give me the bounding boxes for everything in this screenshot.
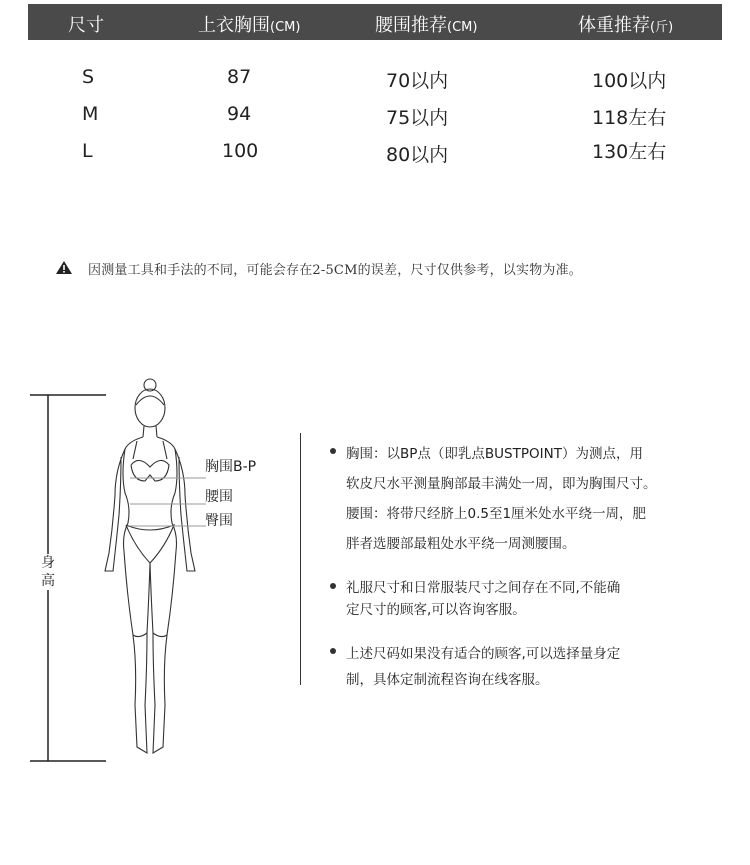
row-weight: 130左右 [592,141,667,163]
header-waist: 腰围推荐(CM) [375,15,478,36]
instruction-line: 腰围：将带尺经脐上0.5至1厘米处水平绕一周，肥 [346,506,647,522]
divider [300,433,301,685]
row-weight: 118左右 [592,107,667,129]
body-figure-illustration [95,375,215,765]
hip-label: 臀围 [205,513,233,529]
row-waist: 75以内 [386,107,449,129]
bullet-dot [330,648,336,654]
instruction-line: 胖者选腰部最粗处水平绕一周测腰围。 [346,536,576,552]
row-waist: 80以内 [386,144,449,166]
row-bust: 87 [227,66,252,88]
instruction-line: 礼服尺寸和日常服装尺寸之间存在不同,不能确 [346,580,621,596]
height-label: 身 高 [38,554,58,590]
row-size: L [82,140,93,162]
bullet-dot [330,448,336,454]
measurement-note: 因测量工具和手法的不同，可能会存在2-5CM的误差，尺寸仅供参考，以实物为准。 [88,263,582,278]
row-weight: 100以内 [592,70,667,92]
instruction-line: 定尺寸的顾客,可以咨询客服。 [346,602,526,618]
instruction-line: 软皮尺水平测量胸部最丰满处一周，即为胸围尺寸。 [346,476,657,492]
row-bust: 94 [227,103,252,125]
waist-label: 腰围 [205,489,233,505]
header-bust: 上衣胸围(CM) [198,15,301,36]
header-weight: 体重推荐(斤) [578,15,674,36]
instruction-line: 胸围：以BP点（即乳点BUSTPOINT）为测点，用 [346,446,643,462]
instruction-line: 制，具体定制流程咨询在线客服。 [346,672,549,688]
instruction-line: 上述尺码如果没有适合的顾客,可以选择量身定 [346,646,621,662]
row-waist: 70以内 [386,70,449,92]
row-bust: 100 [222,140,259,162]
bust-label: 胸围B-P [205,459,257,475]
size-table-header [28,4,722,40]
header-size: 尺寸 [68,15,104,36]
warning-icon [55,260,73,275]
bullet-dot [330,583,336,589]
row-size: M [82,103,99,125]
row-size: S [82,66,95,88]
